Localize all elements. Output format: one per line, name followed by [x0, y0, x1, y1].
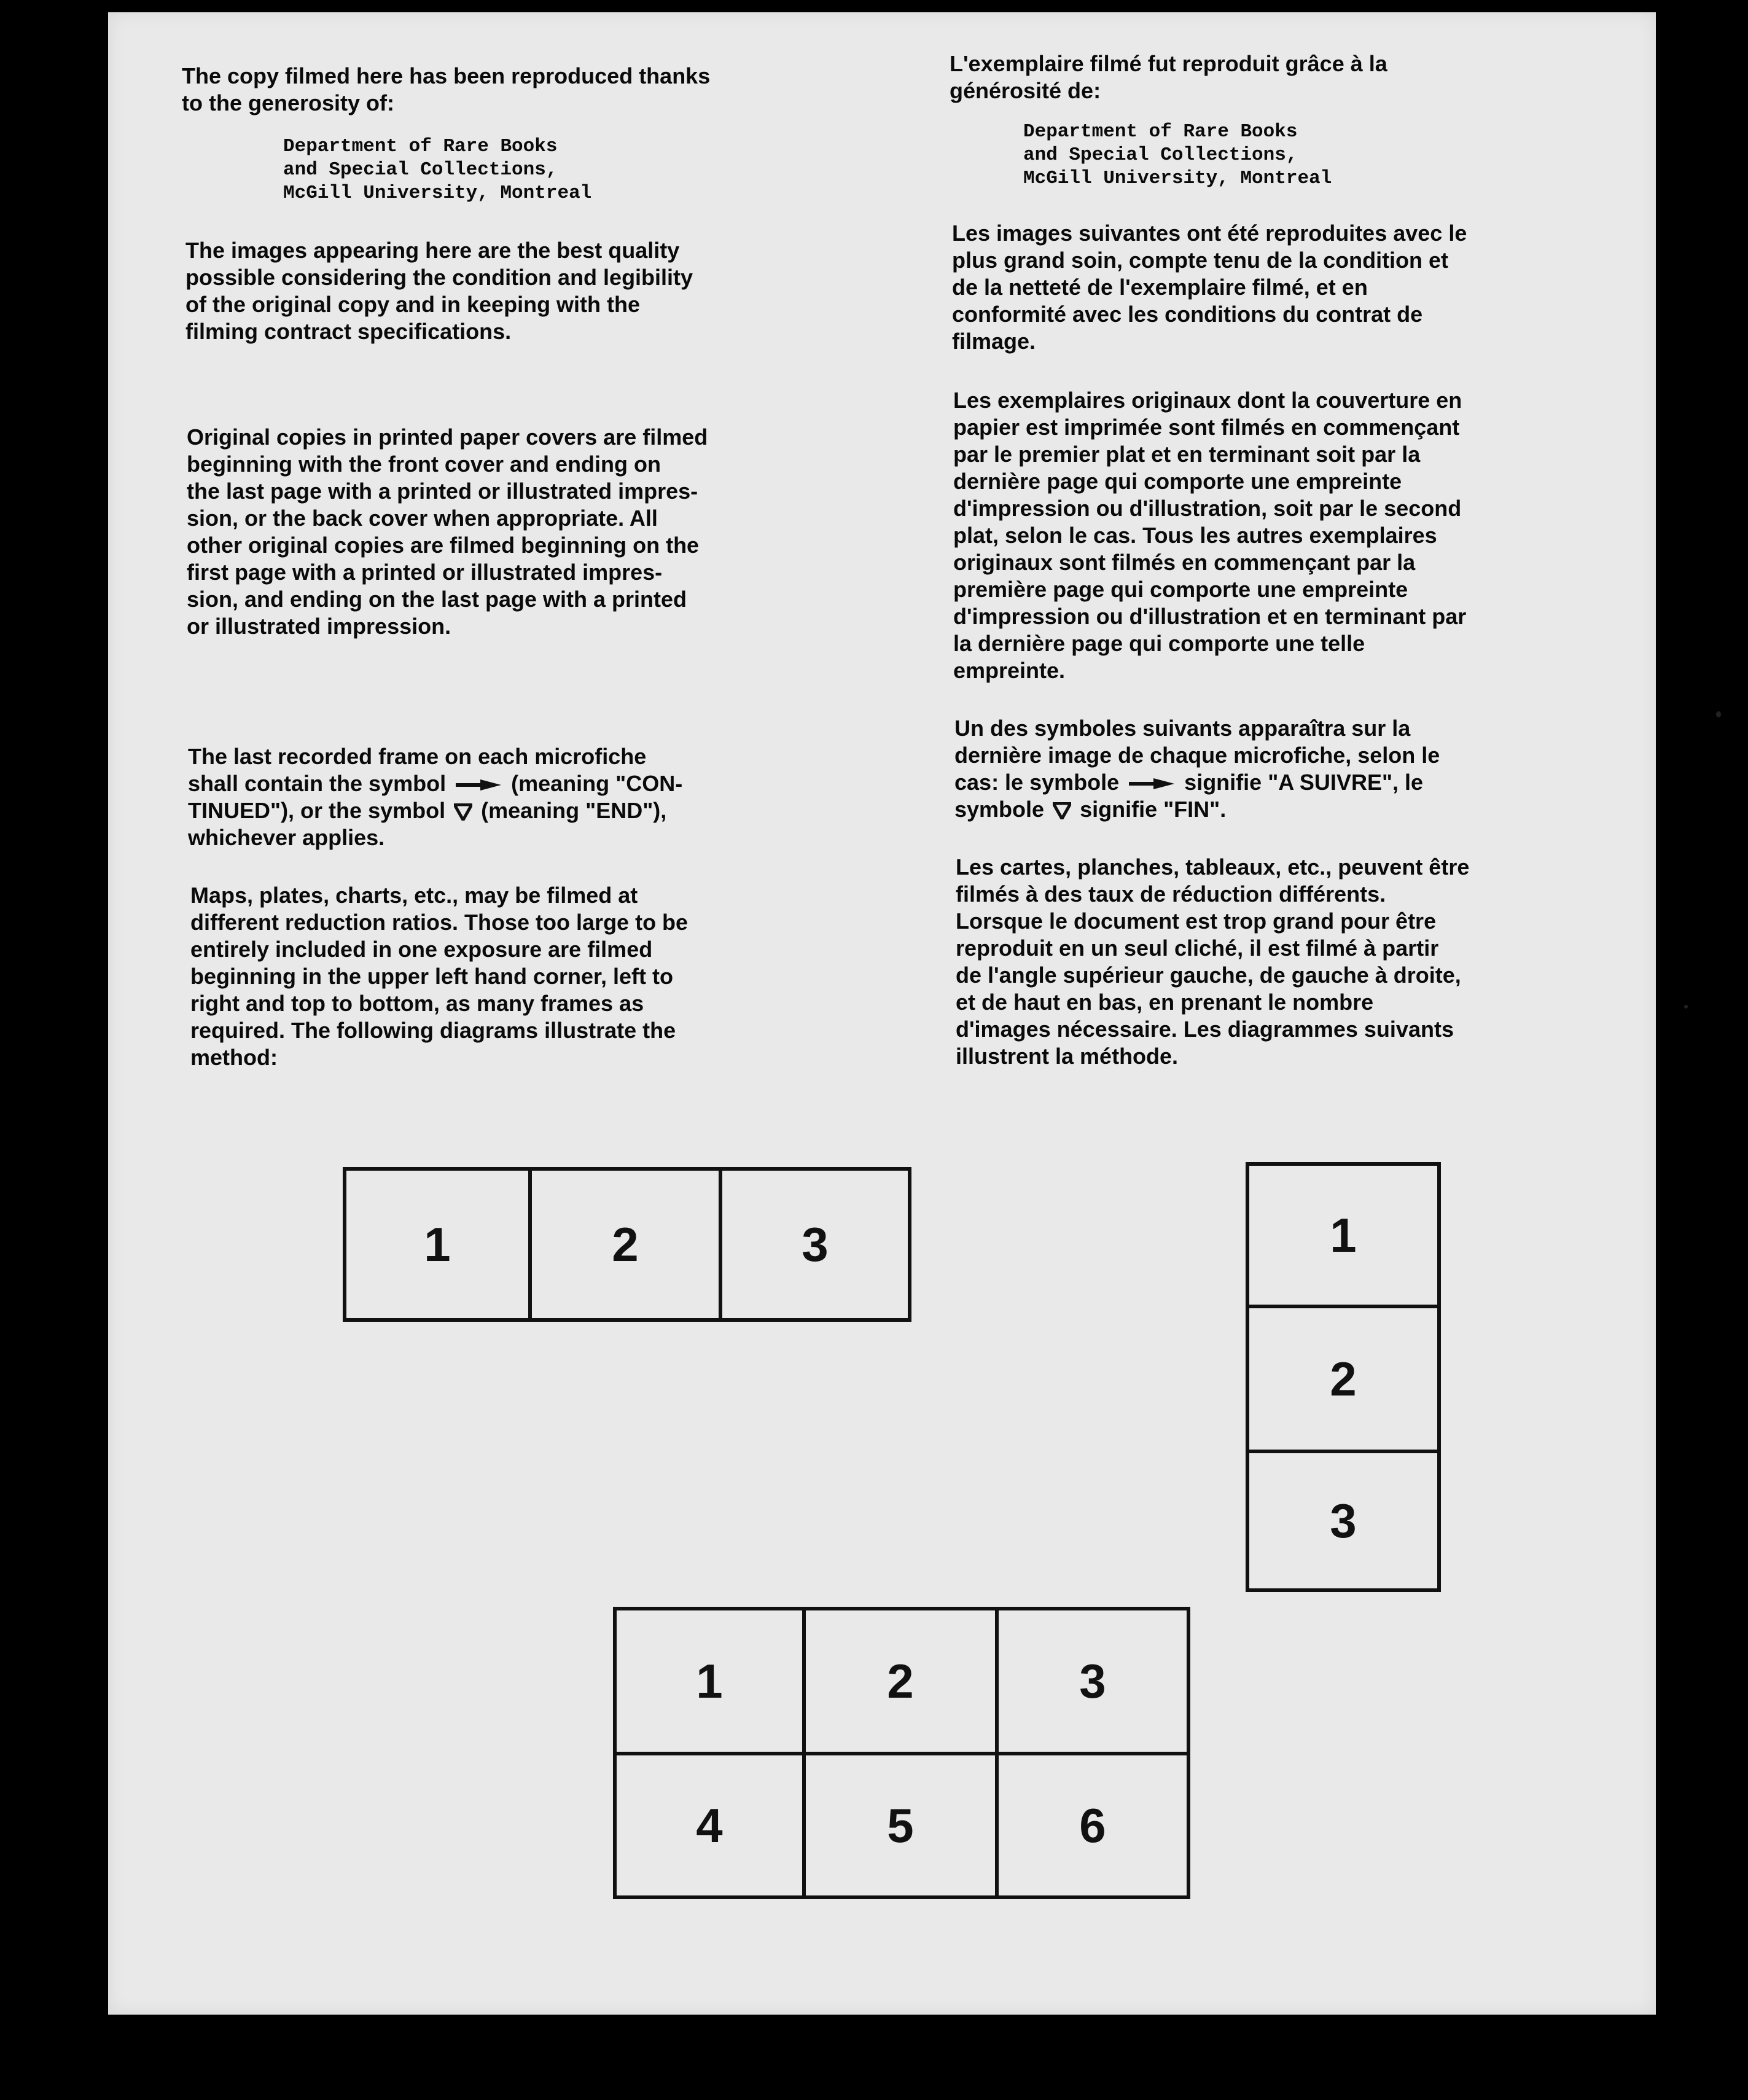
maps-text-fr: Les cartes, planches, tableaux, etc., peuvent être filmés à des taux de réduction différents. Lorsque le document est trop grand pour être reproduit en un seul cliché, il est filmé à partir de l'angle supérieur gauche, de gauche à droite, et de haut en bas, en prenant le nombre d'images nécessaire. Les diagrammes suivants illustrent la méthode. [956, 854, 1470, 1069]
end-triangle-icon [454, 803, 472, 821]
grid-frame-5: 5 [802, 1752, 999, 1899]
row-frame-3: 3 [719, 1167, 911, 1322]
maps-text-en: Maps, plates, charts, etc., may be filmed at different reduction ratios. Those too large to be entirely included in one exposure are filmed beginning in the upper left hand corner, left to right and top to bottom, as many frames as required. The following diagrams illustrate the method: [190, 883, 689, 1070]
institution-en: Department of Rare Books and Special Collections, McGill University, Montreal [283, 136, 592, 204]
grid-frame-2: 2 [802, 1607, 999, 1755]
symbols-en-part-a: The last recorded frame on each microfiche shall contain the symbol [188, 744, 647, 796]
column-frame-1: 1 [1246, 1162, 1441, 1308]
fin-triangle-icon [1053, 802, 1071, 819]
suivre-arrow-icon [1129, 778, 1174, 789]
column-frame-2: 2 [1246, 1305, 1441, 1453]
covers-text-fr: Les exemplaires originaux dont la couverture en papier est imprimée sont filmés en commençant par le premier plat et en terminant soit par la dernière page qui comporte une empreinte d'impression ou d'illustration, soit par le second plat, selon le cas. Tous les autres exemplaires originaux sont filmés en commençant par la première page qui comporte une empreinte d'impression ou d'illustration et en terminant par la dernière page qui comporte une telle empreinte. [953, 388, 1467, 683]
quality-text-en: The images appearing here are the best quality possible considering the condition and legibility of the original copy and in keeping with the filming contract specifications. [185, 238, 693, 344]
row-frame-1: 1 [343, 1167, 532, 1322]
column-diagram [1246, 1162, 1441, 1592]
symbols-fr-part-d: signifie "FIN". [1080, 797, 1227, 822]
quality-text-fr: Les images suivantes ont été reproduites avec le plus grand soin, compte tenu de la condition et de la netteté de l'exemplaire filmé, et en conformité avec les conditions du contrat de filmage. [952, 221, 1467, 354]
institution-fr: Department of Rare Books and Special Collections, McGill University, Montreal [1023, 121, 1332, 189]
english-column [182, 63, 808, 1071]
speck [1716, 711, 1721, 717]
grid-frame-4: 4 [613, 1752, 806, 1899]
symbols-en-part-d: (meaning "END"), [481, 798, 667, 823]
row-frame-2: 2 [528, 1167, 722, 1322]
speck [1684, 1005, 1688, 1009]
grid-frame-6: 6 [995, 1752, 1190, 1899]
column-frame-3: 3 [1246, 1450, 1441, 1592]
french-column [950, 50, 1601, 1070]
symbols-en-part-e: whichever applies. [188, 825, 385, 850]
thanks-text-fr: L'exemplaire filmé fut reproduit grâce à la générosité de: [950, 51, 1387, 103]
symbols-fr-part-a: Un des symboles suivants apparaîtra sur la dernière image de chaque microfiche, selon le cas: le symbole [954, 716, 1440, 795]
symbols-en-part-b: (meaning "CON- [511, 771, 683, 796]
continued-arrow-icon [456, 779, 501, 790]
grid-frame-3: 3 [995, 1607, 1190, 1755]
covers-text-en: Original copies in printed paper covers are filmed beginning with the front cover and ending on the last page with a printed or illustrated impres- sion, or the back cover when appropriate. All other original copies are filmed beginning on the first page with a printed or illustrated impres- sion, and ending on the last page with a printed or illustrated impression. [187, 424, 708, 639]
row-diagram [343, 1167, 911, 1322]
grid-diagram [613, 1607, 1190, 1899]
symbols-text-fr [954, 715, 1601, 823]
thanks-text-en: The copy filmed here has been reproduced thanks to the generosity of: [182, 63, 711, 115]
symbols-text-en [188, 743, 808, 851]
symbols-en-part-c: TINUED"), or the symbol [188, 798, 446, 823]
symbols-fr-part-c: symbole [954, 797, 1045, 822]
grid-frame-1: 1 [613, 1607, 806, 1755]
microfiche-target-sheet [108, 12, 1656, 2015]
symbols-fr-part-b: signifie "A SUIVRE", le [1184, 770, 1424, 795]
